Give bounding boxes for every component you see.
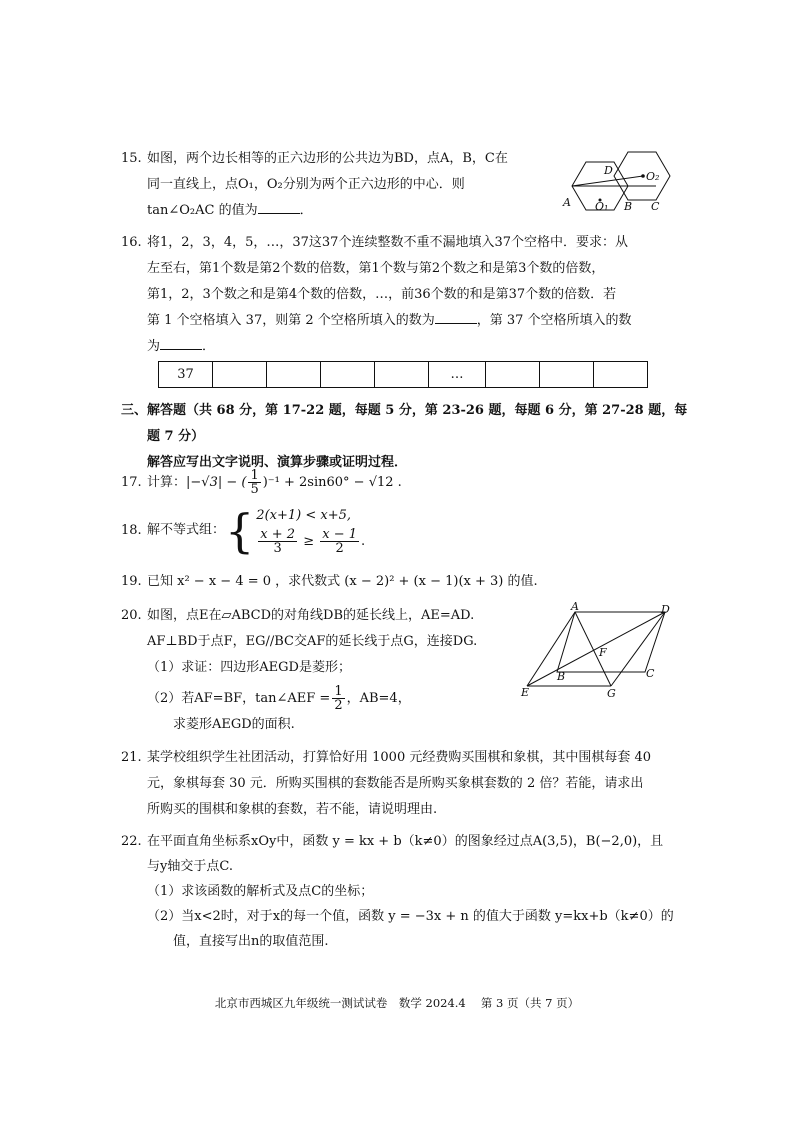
label-C: C (646, 667, 655, 680)
numerator: 1 (250, 468, 259, 483)
math-expression: )⁻¹ + 2sin60° − √12 . (262, 475, 402, 490)
question-17 (121, 469, 402, 496)
question-part: 求菱形AEGD的面积. (173, 717, 295, 732)
fraction (248, 469, 260, 496)
answer-blank (435, 308, 477, 324)
question-text: 解不等式组： (147, 522, 226, 538)
grid-cell (321, 362, 375, 388)
label-G: G (607, 687, 616, 700)
numerator: x + 2 (260, 527, 296, 542)
question-text: 某学校组织学生社团活动，打算恰好用 1000 元经费购买围棋和象棋，其中围棋每套 40 (147, 750, 652, 765)
inequality: 2(x+1) < x+5, (256, 508, 351, 523)
label-O1: O₁ (595, 200, 609, 213)
denominator: 5 (250, 482, 259, 497)
label-D: D (661, 603, 670, 616)
operator: ≥ (303, 534, 315, 549)
question-part: （1）求该函数的解析式及点C的坐标； (147, 884, 374, 899)
question-part: （1）求证：四边形AEGD是菱形； (147, 660, 351, 675)
grid-cell (594, 362, 648, 388)
answer-blank (160, 334, 202, 350)
question-part: ，AB=4， (346, 691, 411, 706)
question-text: 所购买的围棋和象棋的套数，若不能，请说明理由. (147, 802, 438, 817)
question-number: 22. (121, 834, 142, 849)
question-text: 已知 x² − x − 4 = 0 ，求代数式 (x − 2)² + (x − 1)(x + 3) 的值. (147, 574, 538, 589)
question-text: 同一直线上，点O₁，O₂分别为两个正六边形的中心．则 (147, 177, 465, 192)
section-header (121, 398, 687, 476)
question-22 (121, 829, 674, 954)
question-text: 第1，2，3个数之和是第4个数的倍数，…，前36个数的和是第37个数的倍数．若 (147, 287, 617, 302)
question-text: 将1，2，3，4，5，…，37这37个连续整数不重不漏地填入37个空格中．要求：从 (147, 235, 628, 250)
grid-cell: 37 (159, 362, 213, 388)
section-title: 题 7 分） (147, 429, 205, 444)
question-number: 19. (121, 574, 142, 589)
question-text: 在平面直角坐标系xOy中，函数 y = kx + b（k≠0）的图象经过点A(3,5)，B(−2,0)，且 (147, 834, 664, 849)
label-B: B (624, 200, 633, 213)
section-title: 三、解答题（共 68 分，第 17-22 题，每题 5 分，第 23-26 题，每题 6 分，第 27-28 题，每 (121, 403, 688, 418)
label-A: A (571, 600, 579, 613)
label-B: B (557, 670, 566, 683)
question-text: tan∠O₂AC 的值为 (147, 203, 258, 218)
inequality-system (256, 506, 365, 555)
brace-icon: { (225, 503, 255, 558)
page-footer: 北京市西城区九年级统一测试试卷 数学 2024.4 第 3 页（共 7 页） (214, 996, 580, 1010)
label-O2: O₂ (646, 170, 660, 183)
number-grid (158, 361, 648, 388)
grid-cell (267, 362, 321, 388)
question-15 (121, 146, 508, 224)
grid-cell (486, 362, 540, 388)
question-part: （2）当x<2时，对于x的每一个值，函数 y = −3x + n 的值大于函数 y=kx+b（k≠0）的 (147, 909, 674, 924)
denominator: 3 (273, 541, 282, 556)
label-A: A (563, 196, 571, 209)
grid-cell: … (429, 362, 486, 388)
question-text: AF⊥BD于点F，EG//BC交AF的延长线于点G，连接DG. (147, 634, 478, 649)
question-text: 左至右，第1个数是第2个数的倍数，第1个数与第2个数之和是第3个数的倍数， (147, 261, 605, 276)
question-number: 17. (121, 475, 142, 490)
question-part: 值，直接写出n的取值范围. (173, 934, 329, 949)
answer-blank (258, 198, 300, 214)
question-text: 第 1 个空格填入 37，则第 2 个空格所填入的数为 (147, 313, 435, 328)
fraction (332, 685, 344, 712)
question-18 (121, 503, 366, 558)
punctuation: . (361, 534, 366, 549)
punctuation: ． (299, 203, 313, 218)
question-20 (121, 603, 477, 738)
grid-cell (213, 362, 267, 388)
question-text: 如图，点E在▱ABCD的对角线DB的延长线上，AE=AD. (147, 608, 475, 623)
question-number: 15. (121, 151, 142, 166)
section-subtitle: 解答应写出文字说明、演算步骤或证明过程． (147, 455, 408, 470)
label-C: C (651, 200, 660, 213)
question-number: 20. (121, 608, 142, 623)
label-E: E (521, 686, 530, 699)
label-D: D (604, 164, 613, 177)
question-19 (121, 569, 538, 595)
question-text: 元，象棋每套 30 元．所购买围棋的套数能否是所购买象棋套数的 2 倍？若能，请求出 (147, 776, 644, 791)
question-21 (121, 745, 651, 823)
question-text: 与y轴交于点C. (147, 859, 233, 874)
question-text: ，第 37 个空格所填入的数 (476, 313, 632, 328)
question-text: 为 (147, 339, 161, 354)
label-F: F (599, 646, 607, 659)
question-number: 21. (121, 750, 142, 765)
question-number: 16. (121, 235, 142, 250)
math-expression: |−√3| − ( (186, 475, 247, 490)
punctuation: ． (202, 339, 216, 354)
question-part: （2）若AF=BF，tan∠AEF = (147, 691, 331, 706)
numerator: 1 (334, 684, 343, 699)
denominator: 2 (335, 541, 344, 556)
numerator: x − 1 (322, 527, 358, 542)
question-text: 计算： (147, 475, 187, 490)
denominator: 2 (334, 698, 343, 713)
hexagon-figure (560, 148, 676, 220)
question-text: 如图，两个边长相等的正六边形的公共边为BD，点A，B，C在 (147, 151, 508, 166)
question-number: 18. (121, 522, 142, 538)
question-16 (121, 230, 632, 360)
grid-cell (375, 362, 429, 388)
inequality (256, 528, 365, 555)
rhombus-figure (515, 600, 675, 700)
grid-cell (540, 362, 594, 388)
